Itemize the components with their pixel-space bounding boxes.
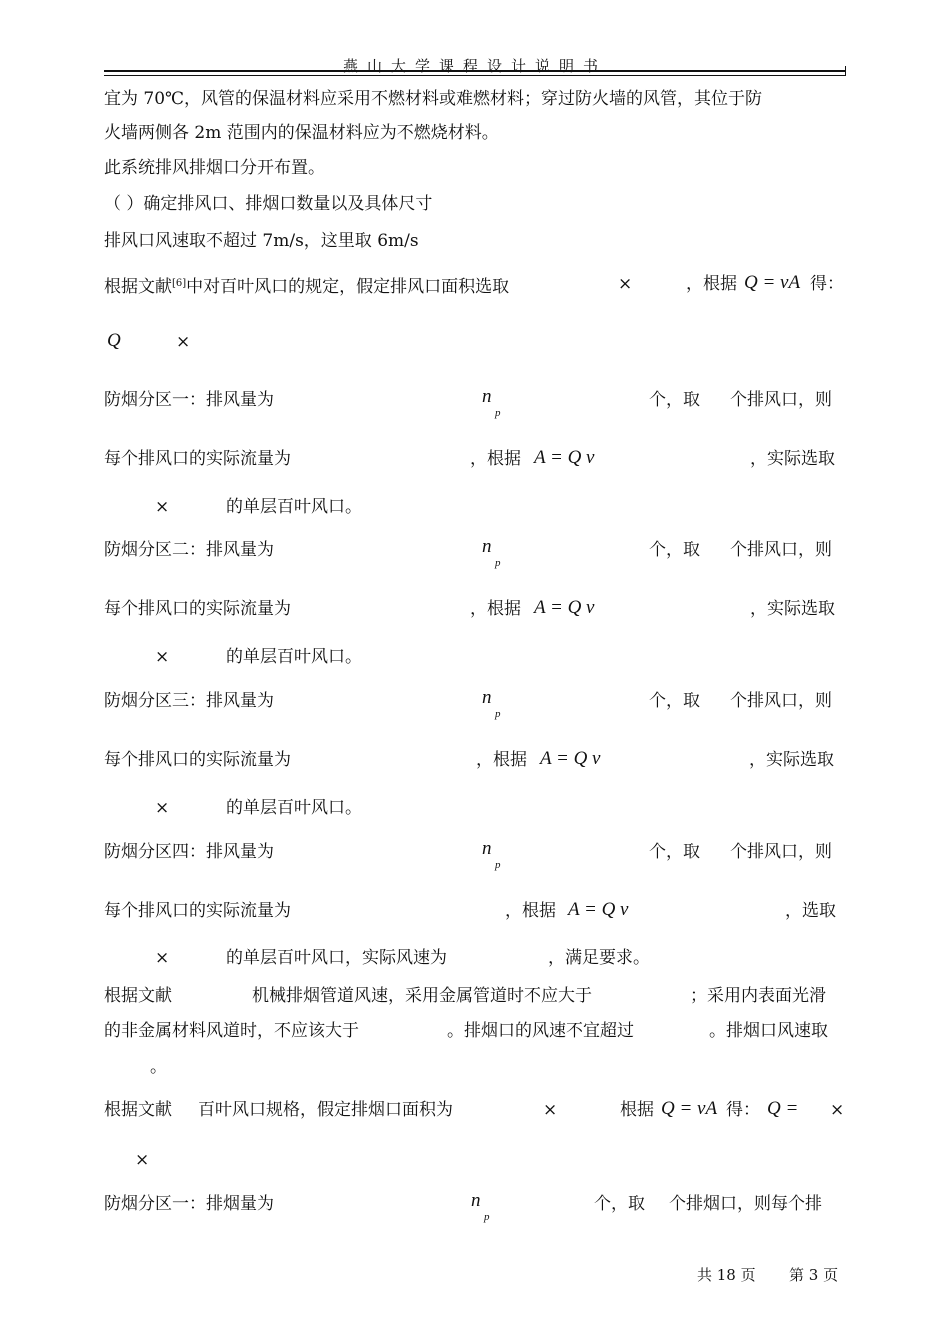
text-line: 根据文献[6]中对百叶风口的规定，假定排风口面积选取 [104, 277, 510, 297]
text-fragment: 。排烟口风速取 [709, 1021, 828, 1041]
text-line: 宜为 70℃，风管的保温材料应采用不燃材料或难燃材料；穿过防火墙的风管，其位于防 [104, 89, 763, 109]
text-fragment: ，实际选取 [750, 449, 835, 469]
text-fragment: 得： [726, 1100, 760, 1120]
times-symbol: × [155, 497, 170, 517]
text-fragment: ，根据 [505, 901, 556, 921]
text-fragment: 根据文献 [104, 986, 172, 1006]
zone-2-exhaust-label: 防烟分区二：排风量为 [104, 540, 274, 560]
text-fragment: ，满足要求。 [548, 948, 650, 968]
formula-symbol: Q [107, 330, 121, 351]
text-fragment: 个排风口，则 [730, 540, 832, 560]
page-number: 第 3 页 [789, 1266, 839, 1284]
formula-symbol: n [482, 536, 492, 557]
times-symbol: × [176, 332, 191, 352]
text-fragment: 的单层百叶风口，实际风速为 [226, 948, 447, 968]
text-line: 火墙两侧各 2m 范围内的保温材料应为不燃烧材料。 [104, 123, 499, 143]
text-fragment: ，实际选取 [749, 750, 834, 770]
text-fragment: 个排风口，则 [730, 390, 832, 410]
formula: A = Q v [534, 447, 595, 468]
times-symbol: × [155, 647, 170, 667]
subscript: p [495, 557, 501, 569]
subscript: p [484, 1211, 490, 1223]
text-fragment: 每个排风口的实际流量为 [104, 449, 291, 469]
formula: A = Q v [540, 748, 601, 769]
text-fragment: 个，取 [649, 842, 700, 862]
zone-1-exhaust-label: 防烟分区一：排风量为 [104, 390, 274, 410]
text-fragment: 个排烟口，则每个排 [669, 1194, 822, 1214]
header-rule-thick [104, 70, 846, 72]
text-fragment: 个，取 [594, 1194, 645, 1214]
text-line: （ ）确定排风口、排烟口数量以及具体尺寸 [104, 194, 433, 214]
text-line: 此系统排风排烟口分开布置。 [104, 158, 325, 178]
subscript: p [495, 859, 501, 871]
zone-1-smoke-label: 防烟分区一：排烟量为 [104, 1194, 274, 1214]
text-fragment: 个排风口，则 [730, 842, 832, 862]
citation-ref: [6] [172, 278, 187, 289]
formula-symbol: n [471, 1190, 481, 1211]
text-fragment: ，实际选取 [750, 599, 835, 619]
times-symbol: × [543, 1100, 558, 1120]
times-symbol: × [135, 1150, 150, 1170]
text-fragment: 根据文献 [104, 1100, 172, 1120]
formula: Q = vA [661, 1098, 718, 1119]
formula: Q = vA [744, 272, 801, 293]
text-fragment: 的单层百叶风口。 [226, 647, 362, 667]
header-title: 燕山大学课程设计说明书 [342, 57, 607, 75]
text-fragment: ，根据 [476, 750, 527, 770]
formula-symbol: n [482, 687, 492, 708]
times-symbol: × [155, 798, 170, 818]
text-fragment: ，根据 [470, 449, 521, 469]
text-fragment: 个，取 [649, 540, 700, 560]
total-pages: 共 18 页 [697, 1266, 756, 1284]
text-fragment: 的非金属材料风道时，不应该大于 [104, 1021, 359, 1041]
text-fragment: ，选取 [785, 901, 836, 921]
times-symbol: × [155, 948, 170, 968]
text-fragment: ，根据 [686, 274, 737, 294]
zone-3-exhaust-label: 防烟分区三：排风量为 [104, 691, 274, 711]
formula: A = Q v [534, 597, 595, 618]
header-tick [845, 66, 846, 76]
text-fragment: 个，取 [649, 691, 700, 711]
subscript: p [495, 708, 501, 720]
formula-symbol: n [482, 838, 492, 859]
text-fragment: 。 [150, 1057, 167, 1077]
text-fragment: ，根据 [470, 599, 521, 619]
zone-4-exhaust-label: 防烟分区四：排风量为 [104, 842, 274, 862]
formula: A = Q v [568, 899, 629, 920]
text-fragment: 个，取 [649, 390, 700, 410]
text-fragment: ；采用内表面光滑 [690, 986, 826, 1006]
times-symbol: × [618, 274, 633, 294]
text-fragment: 机械排烟管道风速，采用金属管道时不应大于 [252, 986, 592, 1006]
formula-symbol: n [482, 386, 492, 407]
text-line: 排风口风速取不超过 7m/s，这里取 6m/s [104, 231, 419, 251]
text-fragment: 个排风口，则 [730, 691, 832, 711]
text-fragment: 。排烟口的风速不宜超过 [447, 1021, 634, 1041]
subscript: p [495, 407, 501, 419]
text-fragment: 每个排风口的实际流量为 [104, 599, 291, 619]
text-fragment: 得： [810, 274, 844, 294]
text-fragment: 的单层百叶风口。 [226, 497, 362, 517]
text-fragment: 每个排风口的实际流量为 [104, 750, 291, 770]
header-rule-thin [104, 75, 846, 76]
text-fragment: 百叶风口规格，假定排烟口面积为 [198, 1100, 453, 1120]
text-fragment: 根据 [620, 1100, 654, 1120]
text-fragment: 每个排风口的实际流量为 [104, 901, 291, 921]
text-fragment: 的单层百叶风口。 [226, 798, 362, 818]
times-symbol: × [830, 1100, 845, 1120]
formula: Q = [767, 1098, 799, 1119]
